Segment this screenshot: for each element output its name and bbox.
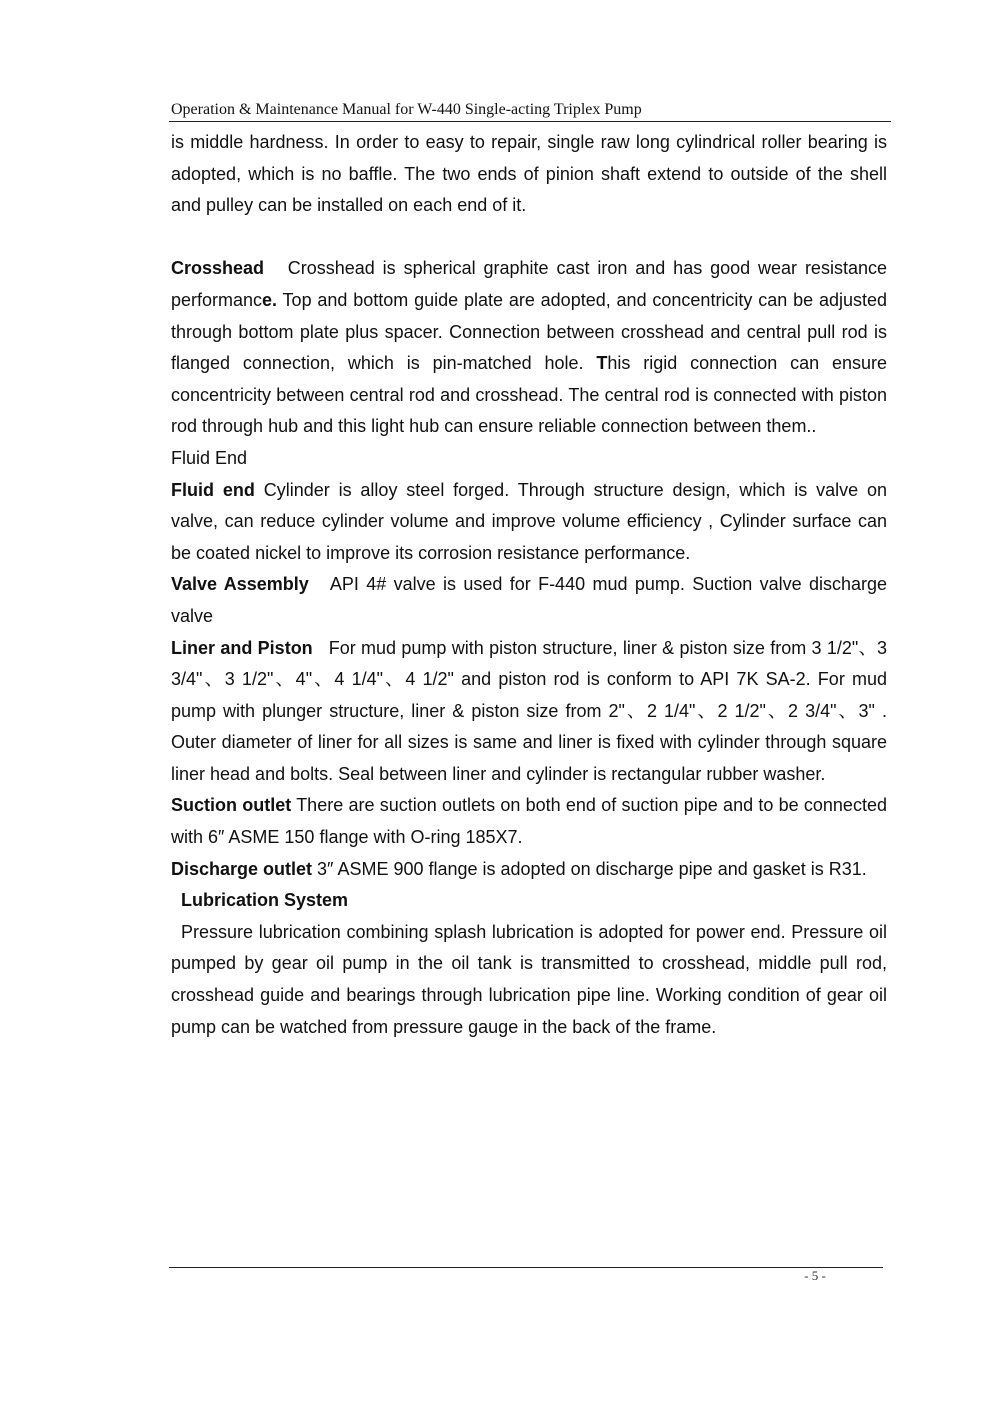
liner-piston-label: Liner and Piston bbox=[171, 637, 313, 658]
page-header: Operation & Maintenance Manual for W-440 Single-acting Triplex Pump bbox=[171, 101, 642, 118]
crosshead-bold-e: e. bbox=[262, 289, 278, 310]
page-number: - 5 - bbox=[804, 1268, 826, 1283]
lubrication-paragraph: Pressure lubrication combining splash lubrication is adopted for power end. Pressure oil pumped by gear oil pump in the oil tank is transmitted to crosshead, middle pull rod, crosshead guide and bearings through lubrication pipe line. Working condition of gear oil pump can be watched from pressure gauge in the back of the frame. bbox=[171, 921, 887, 1037]
suction-outlet-paragraph bbox=[171, 790, 887, 853]
intro-paragraph: is middle hardness. In order to easy to repair, single raw long cylindrical roller bearing is adopted, which is no baffle. The two ends of pinion shaft extend to outside of the shell and pulley can be installed on each end of it. bbox=[171, 132, 887, 216]
liner-piston-paragraph bbox=[171, 633, 887, 791]
valve-assembly-paragraph bbox=[171, 569, 887, 632]
suction-outlet-label: Suction outlet bbox=[171, 795, 292, 816]
document-body bbox=[171, 127, 887, 1043]
fluid-end-text: Cylinder is alloy steel forged. Through structure design, which is valve on valve, can reduce cylinder volume and improve volume efficiency , Cylinder surface can be coated nickel to improve its corrosion resistance performance. bbox=[171, 479, 887, 563]
lubrication-heading: Lubrication System bbox=[181, 890, 349, 911]
liner-piston-text: For mud pump with piston structure, liner & piston size from 3 1/2"、3 3/4"、3 1/2"、4"、4 1/4"、4 1/2" and piston rod is conform to API 7K SA-2. For mud pump with plunger structure, liner & piston size from 2"、2 1/4"、2 1/2"、2 3/4"、3" . Outer diameter of liner for all sizes is same and liner is fixed with cylinder through square liner head and bolts. Seal between liner and cylinder is rectangular rubber washer. bbox=[171, 637, 887, 784]
crosshead-label: Crosshead bbox=[171, 258, 265, 279]
fluid-end-label: Fluid end bbox=[171, 479, 255, 500]
valve-assembly-text: API 4# valve is used for F-440 mud pump. Suction valve discharge valve bbox=[171, 574, 888, 626]
discharge-outlet-label: Discharge outlet bbox=[171, 858, 313, 879]
valve-assembly-label: Valve Assembly bbox=[171, 574, 309, 595]
discharge-outlet-paragraph bbox=[171, 854, 887, 886]
crosshead-bold-t: T bbox=[596, 353, 608, 374]
fluid-end-heading: Fluid End bbox=[171, 447, 248, 468]
fluid-end-paragraph bbox=[171, 475, 887, 570]
header-rule bbox=[169, 121, 891, 122]
footer-rule bbox=[169, 1267, 883, 1268]
crosshead-paragraph bbox=[171, 253, 887, 443]
paragraph-gap bbox=[171, 222, 887, 254]
suction-outlet-text: There are suction outlets on both end of suction pipe and to be connected with 6″ ASME 150 flange with O-ring 185X7. bbox=[171, 795, 887, 848]
discharge-outlet-text: 3″ ASME 900 flange is adopted on discharge pipe and gasket is R31. bbox=[317, 858, 867, 879]
crosshead-text-end: his rigid connection can ensure concentricity between central rod and crosshead. The central rod is connected with piston rod through hub and this light hub can ensure reliable connection between them.. bbox=[171, 353, 888, 437]
crosshead-text-start: Crosshead is spherical graphite cast iron and has good wear resistance performanc bbox=[171, 258, 887, 310]
crosshead-text-middle: Top and bottom guide plate are adopted, and concentricity can be adjusted through bottom plate plus spacer. Connection between crosshead and central pull rod is flanged connection, which is pin-matched hole. bbox=[171, 289, 887, 374]
